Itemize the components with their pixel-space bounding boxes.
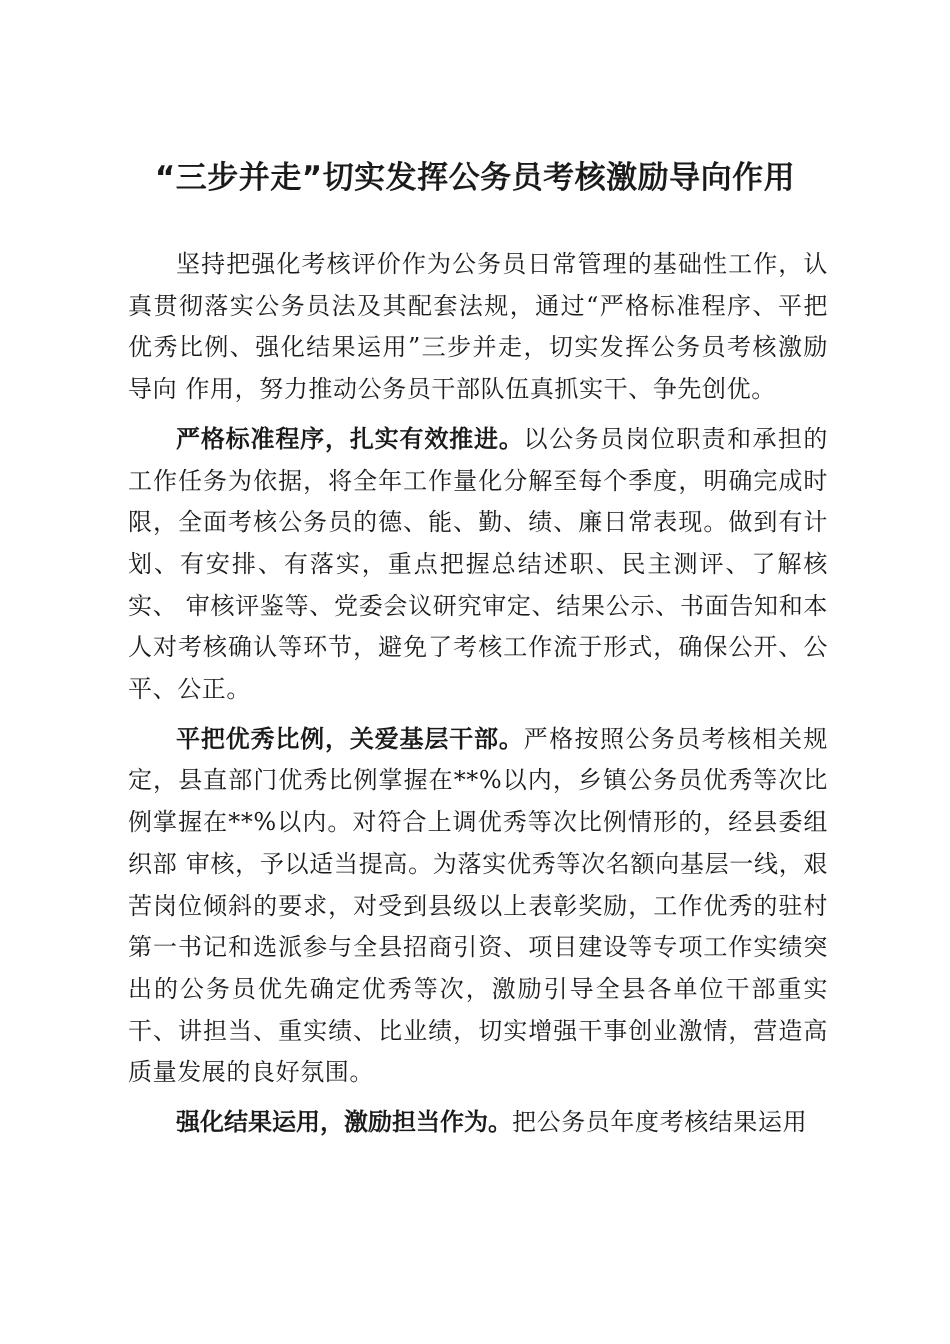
paragraph-lead: 严格标准程序，扎实有效推进。 bbox=[176, 424, 524, 453]
paragraph-excellence-ratio bbox=[128, 719, 828, 1094]
document-title: “三步并走”切实发挥公务员考核激励导向作用 bbox=[154, 160, 796, 196]
paragraph-lead: 平把优秀比例，关爱基层干部。 bbox=[176, 724, 524, 753]
paragraph-results-usage bbox=[128, 1102, 828, 1144]
paragraph-text: 严格按照公务员考核相关规定，县直部门优秀比例掌握在**%以内，乡镇公务员优秀等次比例掌握在**%以内。对符合上调优秀等次比例情形的，经县委组织部 审核，予以适当提高。为落实优秀等次名额向基层一线，艰苦岗位倾斜的要求，对受到县级以上表彰奖励，工作优秀的驻村第一书记和选派参与全县招商引资、项目建设等专项工作实绩突出的公务员优先确定优秀等次，激励引导全县各单位干部重实干、讲担当、重实绩、比业绩，切实增强干事创业激情，营造高质量发展的良好氛围。 bbox=[128, 724, 829, 1087]
paragraph-lead: 强化结果运用，激励担当作为。 bbox=[176, 1108, 512, 1137]
paragraph-standards bbox=[128, 419, 828, 711]
document-body bbox=[128, 244, 828, 1152]
paragraph-intro bbox=[128, 244, 828, 411]
paragraph-text: 坚持把强化考核评价作为公务员日常管理的基础性工作，认真贯彻落实公务员法及其配套法规，通过“严格标准程序、平把优秀比例、强化结果运用”三步并走，切实发挥公务员考核激励导向 作用，努力推动公务员干部队伍真抓实干、争先创优。 bbox=[128, 250, 828, 404]
paragraph-text: 以公务员岗位职责和承担的工作任务为依据，将全年工作量化分解至每个季度，明确完成时限，全面考核公务员的德、能、勤、绩、廉日常表现。做到有计划、有安排、有落实，重点把握总结述职、民主测评、了解核实、 审核评鉴等、党委会议研究审定、结果公示、书面告知和本人对考核确认等环节，避免了考核工作流于形式，确保公开、公平、公正。 bbox=[128, 424, 829, 704]
paragraph-text: 把公务员年度考核结果运用 bbox=[512, 1108, 808, 1137]
